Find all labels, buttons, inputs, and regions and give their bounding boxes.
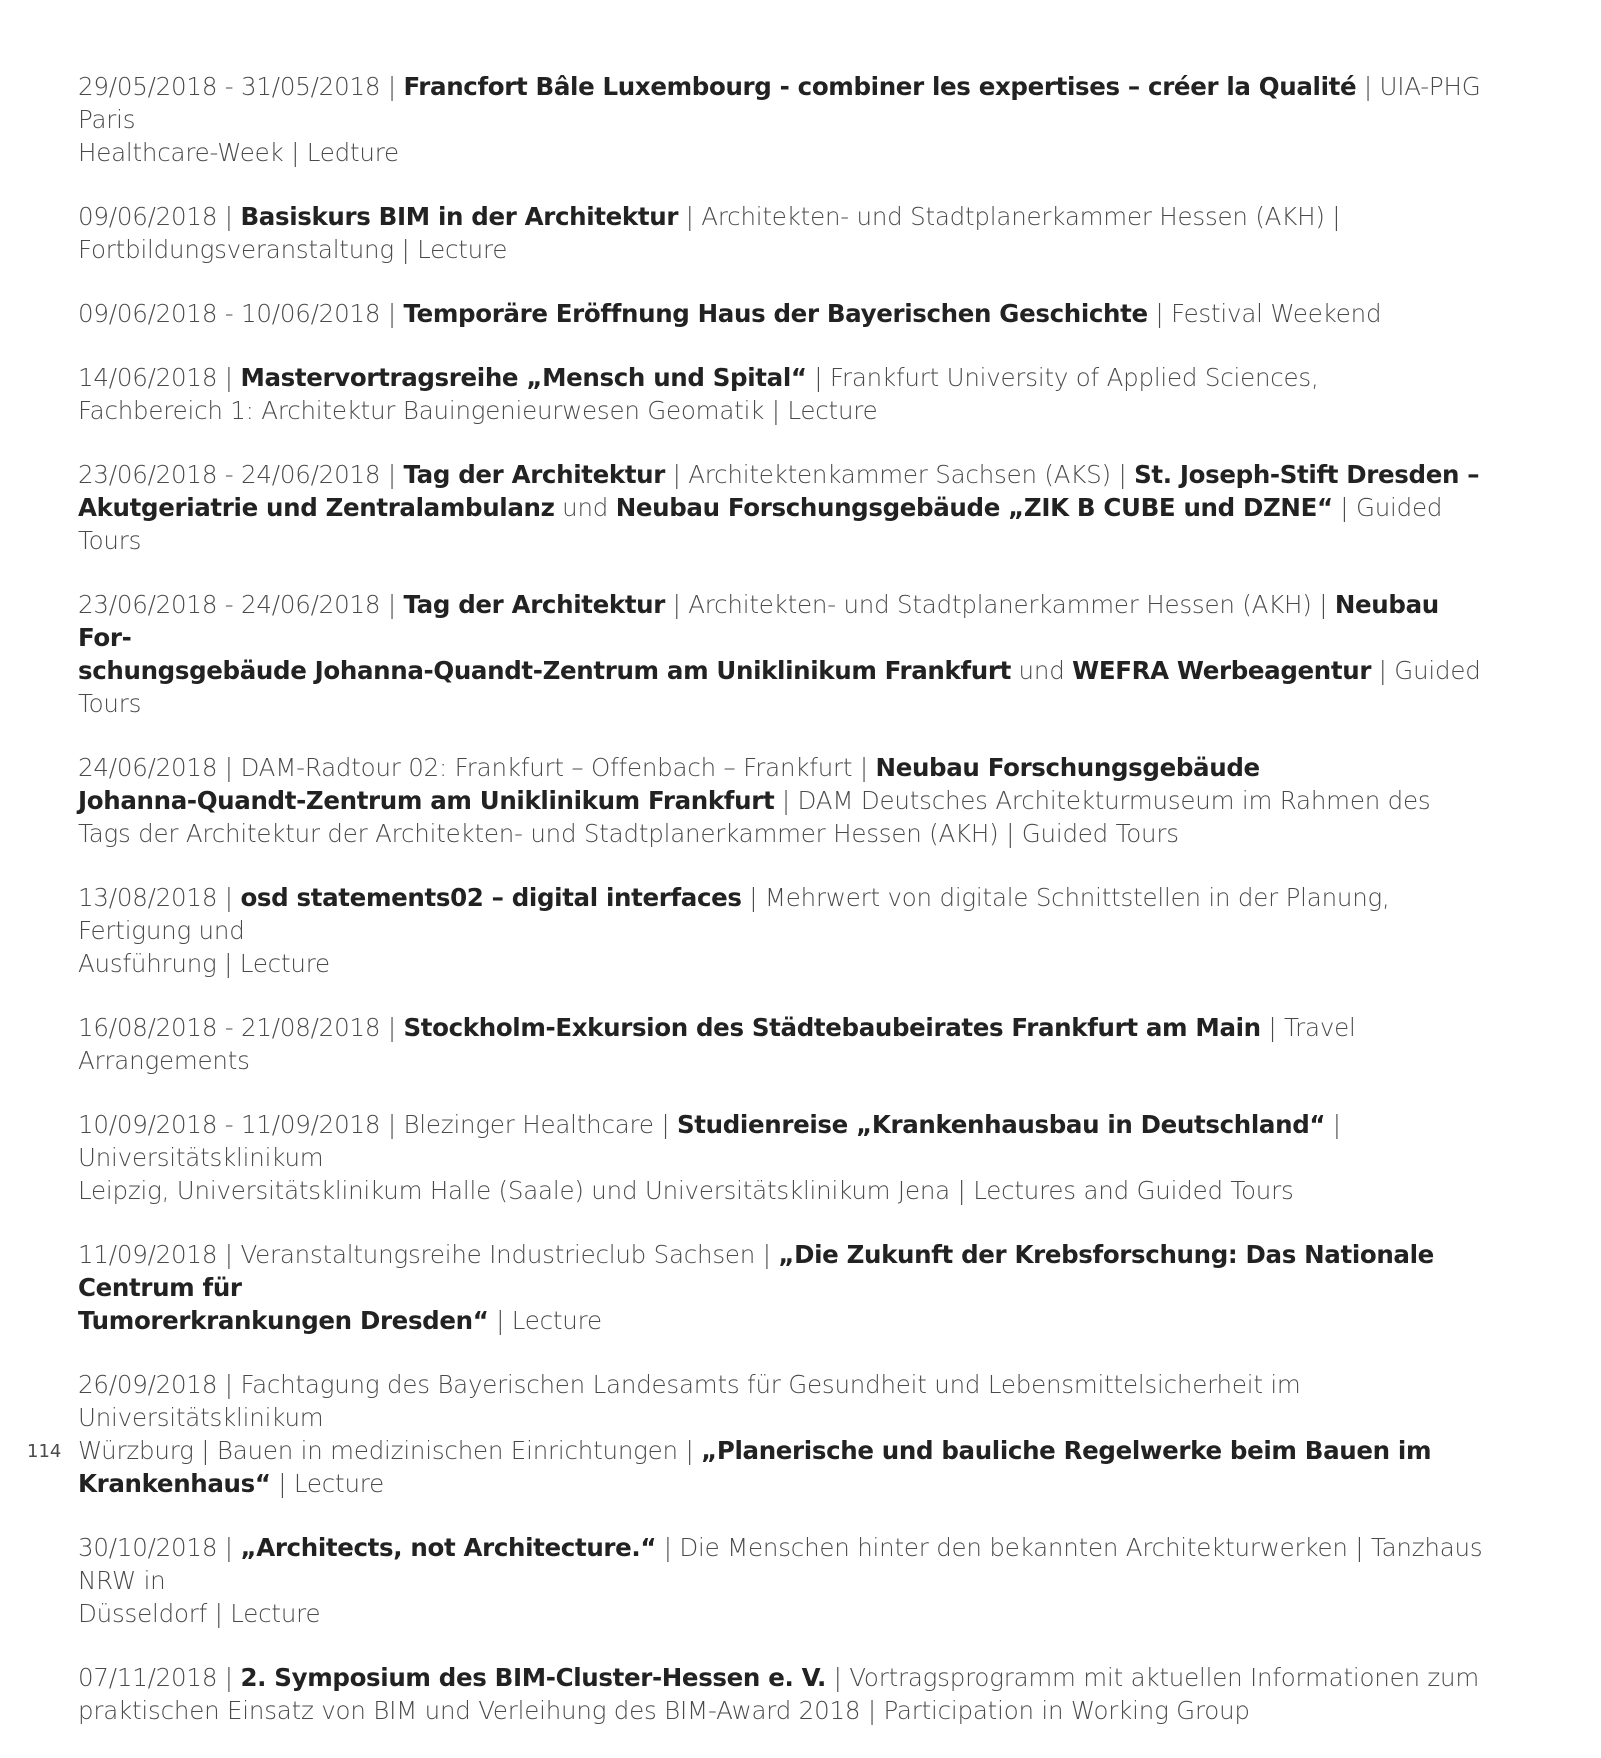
event-detail-text: 23/06/2018 - 24/06/2018 |: [78, 460, 404, 489]
event-detail-text: 30/10/2018 |: [78, 1533, 241, 1562]
event-detail-text: 24/06/2018 | DAM-Radtour 02: Frankfurt – Offenbach – Frankfurt |: [78, 753, 876, 782]
event-detail-text: | Guided Tours: [78, 493, 1443, 555]
event-entry: [78, 588, 1498, 720]
event-detail-text: 10/09/2018 - 11/09/2018 | Blezinger Healthcare |: [78, 1110, 677, 1139]
event-detail-text: Fortbildungsveranstaltung | Lecture: [78, 235, 508, 264]
event-entry: [78, 458, 1498, 557]
event-entry: [78, 1238, 1498, 1337]
event-detail-text: | Architekten- und Stadtplanerkammer Hessen (AKH) |: [678, 202, 1341, 231]
event-detail-text: Ausführung | Lecture: [78, 949, 330, 978]
event-title-text: Neubau Forschungsgebäude „ZIK B CUBE und DZNE“: [615, 493, 1333, 522]
event-detail-text: | Vortragsprogramm mit aktuellen Informationen zum: [826, 1663, 1480, 1692]
event-entry: [78, 1368, 1498, 1500]
event-detail-text: | Architektenkammer Sachsen (AKS) |: [665, 460, 1135, 489]
event-title-text: St. Joseph-Stift Dresden –: [1134, 460, 1480, 489]
event-title-text: Johanna-Quandt-Zentrum am Uniklinikum Frankfurt: [78, 786, 775, 815]
event-title-text: schungsgebäude Johanna-Quandt-Zentrum am Uniklinikum Frankfurt: [78, 656, 1011, 685]
event-title-text: Studienreise „Krankenhausbau in Deutschland“: [677, 1110, 1326, 1139]
event-detail-text: | Die Menschen hinter den bekannten Architekturwerken | Tanzhaus NRW in: [78, 1533, 1483, 1595]
event-entry: [78, 751, 1498, 850]
event-title-text: „Architects, not Architecture.“: [240, 1533, 657, 1562]
event-detail-text: und: [1010, 656, 1073, 685]
event-detail-text: 11/09/2018 | Veranstaltungsreihe Industrieclub Sachsen |: [78, 1240, 779, 1269]
event-detail-text: | Festival Weekend: [1147, 299, 1382, 328]
event-title-text: „Die Zukunft der Krebsforschung: Das Nationale Centrum für: [78, 1240, 1434, 1302]
event-detail-text: | Travel Arrangements: [78, 1013, 1356, 1075]
event-entry: [78, 1011, 1498, 1077]
event-entry: [78, 200, 1498, 266]
event-entry: [78, 1661, 1498, 1727]
event-detail-text: | Mehrwert von digitale Schnittstellen in der Planung, Fertigung und: [78, 883, 1390, 945]
event-detail-text: Tags der Architektur der Architekten- und Stadtplanerkammer Hessen (AKH) | Guided Tours: [78, 819, 1179, 848]
event-title-text: Temporäre Eröffnung Haus der Bayerischen Geschichte: [403, 299, 1148, 328]
event-title-text: WEFRA Werbeagentur: [1072, 656, 1372, 685]
event-entry: [78, 361, 1498, 427]
event-detail-text: 14/06/2018 |: [78, 363, 241, 392]
event-title-text: Mastervortragsreihe „Mensch und Spital“: [240, 363, 807, 392]
event-title-text: Stockholm-Exkursion des Städtebaubeirates Frankfurt am Main: [403, 1013, 1261, 1042]
event-detail-text: | Lecture: [488, 1306, 602, 1335]
event-detail-text: 26/09/2018 | Fachtagung des Bayerischen Landesamts für Gesundheit und Lebensmittelsicherheit im Universitätsklinikum: [78, 1370, 1301, 1432]
event-detail-text: Healthcare-Week | Ledture: [78, 138, 399, 167]
event-title-text: Tag der Architektur: [403, 590, 666, 619]
event-detail-text: und: [554, 493, 616, 522]
event-list: [78, 70, 1498, 1758]
event-entry: [78, 1531, 1498, 1630]
event-detail-text: Würzburg | Bauen in medizinischen Einrichtungen |: [78, 1436, 702, 1465]
event-title-text: osd statements02 – digital interfaces: [240, 883, 742, 912]
event-detail-text: 29/05/2018 - 31/05/2018 |: [78, 72, 404, 101]
event-entry: [78, 1108, 1498, 1207]
event-title-text: Tumorerkrankungen Dresden“: [78, 1306, 489, 1335]
event-title-text: 2. Symposium des BIM-Cluster-Hessen e. V.: [240, 1663, 827, 1692]
event-detail-text: Düsseldorf | Lecture: [78, 1599, 321, 1628]
event-title-text: Krankenhaus“: [78, 1469, 271, 1498]
event-detail-text: praktischen Einsatz von BIM und Verleihung des BIM-Award 2018 | Participation in Working Group: [78, 1696, 1250, 1725]
event-detail-text: | Universitätsklinikum: [78, 1110, 1341, 1172]
event-title-text: Tag der Architektur: [403, 460, 666, 489]
event-detail-text: 13/08/2018 |: [78, 883, 241, 912]
page-number: 114: [27, 1441, 62, 1462]
event-detail-text: | Frankfurt University of Applied Sciences,: [806, 363, 1319, 392]
event-detail-text: 23/06/2018 - 24/06/2018 |: [78, 590, 404, 619]
event-title-text: Basiskurs BIM in der Architektur: [240, 202, 679, 231]
event-title-text: Neubau For-: [78, 590, 1439, 652]
event-detail-text: | UIA-PHG Paris: [78, 72, 1481, 134]
event-title-text: Francfort Bâle Luxembourg - combiner les expertises – créer la Qualité: [403, 72, 1357, 101]
event-detail-text: 07/11/2018 |: [78, 1663, 241, 1692]
event-entry: [78, 70, 1498, 169]
event-title-text: Akutgeriatrie und Zentralambulanz: [78, 493, 555, 522]
event-detail-text: 09/06/2018 - 10/06/2018 |: [78, 299, 404, 328]
event-detail-text: | DAM Deutsches Architekturmuseum im Rahmen des: [774, 786, 1431, 815]
event-title-text: Neubau Forschungsgebäude: [875, 753, 1260, 782]
event-detail-text: | Lecture: [270, 1469, 384, 1498]
event-title-text: „Planerische und bauliche Regelwerke beim Bauen im: [701, 1436, 1432, 1465]
event-detail-text: | Guided Tours: [78, 656, 1481, 718]
event-detail-text: | Architekten- und Stadtplanerkammer Hessen (AKH) |: [665, 590, 1335, 619]
event-detail-text: 09/06/2018 |: [78, 202, 241, 231]
event-entry: [78, 297, 1498, 330]
event-detail-text: 16/08/2018 - 21/08/2018 |: [78, 1013, 404, 1042]
event-detail-text: Leipzig, Universitätsklinikum Halle (Saale) und Universitätsklinikum Jena | Lectures and Guided Tours: [78, 1176, 1294, 1205]
event-entry: [78, 881, 1498, 980]
event-detail-text: Fachbereich 1: Architektur Bauingenieurwesen Geomatik | Lecture: [78, 396, 878, 425]
